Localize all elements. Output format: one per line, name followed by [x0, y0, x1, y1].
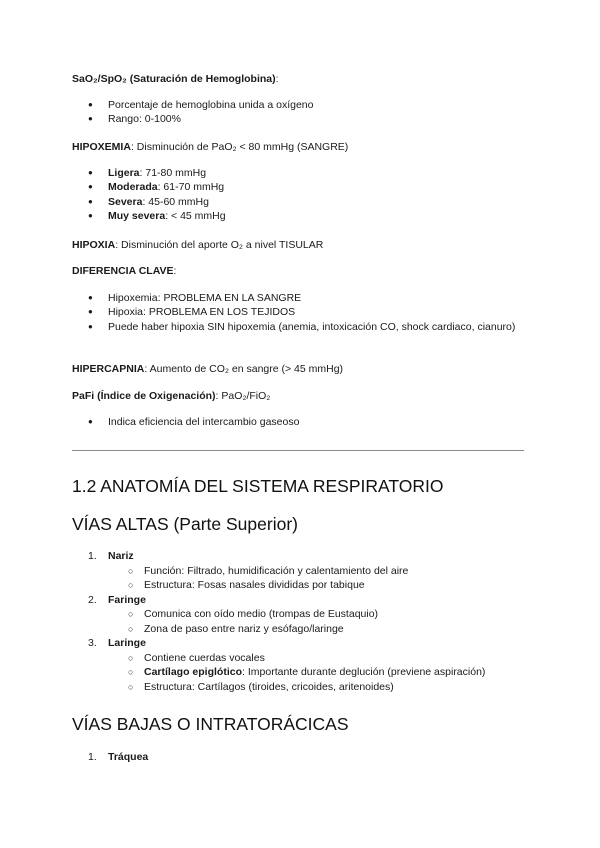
item-name: Tráquea: [108, 751, 149, 763]
pafi-definition: : PaO₂/FiO₂: [215, 390, 271, 402]
level-value: : < 45 mmHg: [165, 209, 226, 222]
list-item: ● Rango: 0-100%: [88, 112, 314, 126]
pafi-term: PaFi (Índice de Oxigenación): [72, 390, 216, 402]
section-title: 1.2 ANATOMÍA DEL SISTEMA RESPIRATORIO: [72, 476, 444, 496]
sub-item-text: Estructura: Fosas nasales divididas por tabique: [144, 579, 365, 591]
sub-item-text: Función: Filtrado, humidificación y calentamiento del aire: [144, 564, 409, 577]
sub-item: [88, 651, 485, 666]
diferencia-suffix: :: [173, 265, 177, 277]
section-divider: [72, 450, 524, 451]
hipercapnia-definition: : Aumento de CO₂ en sangre (> 45 mmHg): [144, 363, 344, 375]
sub-item-text: Estructura: Cartílagos (tiroides, cricoides, aritenoides): [144, 680, 394, 693]
item-name: Nariz: [108, 550, 134, 562]
saturation-list: [88, 98, 314, 127]
level-name: Ligera: [108, 167, 140, 179]
sub-item-text: Contiene cuerdas vocales: [144, 651, 265, 664]
list-item: [88, 195, 226, 209]
item-number: 1.: [88, 751, 97, 763]
saturation-heading: [72, 72, 279, 86]
list-item: [88, 593, 485, 608]
sub-item-text: Zona de paso entre nariz y esófago/laringe: [144, 622, 344, 635]
level-value: : 71-80 mmHg: [139, 167, 207, 179]
list-item: ● Puede haber hipoxia SIN hipoxemia (anemia, intoxicación CO, shock cardiaco, cianuro): [88, 320, 528, 334]
hipoxemia-paragraph: [72, 140, 348, 154]
hipoxemia-definition: : Disminución de PaO₂ < 80 mmHg (SANGRE): [130, 141, 349, 153]
list-item: [88, 549, 485, 564]
saturation-suffix: :: [275, 73, 279, 85]
hipercapnia-term: HIPERCAPNIA: [72, 363, 145, 375]
item-name: Faringe: [108, 593, 146, 606]
sub-item-text: [144, 666, 485, 678]
diferencia-list: [88, 291, 528, 334]
hipoxia-term: HIPOXIA: [72, 239, 116, 251]
sub-item-rest: : Importante durante deglución (previene aspiración): [242, 666, 486, 678]
item-number: 2.: [88, 593, 97, 606]
hipoxemia-levels-list: [88, 166, 226, 223]
hipoxemia-term: HIPOXEMIA: [72, 141, 131, 153]
vias-bajas-list: [88, 750, 148, 765]
sub-item-bold: Cartílago epiglótico: [144, 666, 243, 678]
hipoxia-definition: : Disminución del aporte O₂ a nivel TISULAR: [115, 239, 324, 251]
vias-bajas-title: VÍAS BAJAS O INTRATORÁCICAS: [72, 714, 349, 734]
list-item: ● Porcentaje de hemoglobina unida a oxígeno: [88, 98, 314, 112]
sub-item: [88, 680, 485, 695]
level-name: Muy severa: [108, 209, 166, 222]
vias-altas-list: [88, 549, 485, 694]
item-number: 1.: [88, 550, 97, 562]
sub-item-text: Comunica con oído medio (trompas de Eustaquio): [144, 608, 379, 620]
saturation-term: SaO₂/SpO₂ (Saturación de Hemoglobina): [72, 73, 276, 85]
hipercapnia-paragraph: [72, 362, 343, 376]
level-name: Severa: [108, 195, 143, 208]
list-item: ● Hipoxemia: PROBLEMA EN LA SANGRE: [88, 291, 528, 305]
list-item: ● Indica eficiencia del intercambio gaseoso: [88, 415, 299, 429]
sub-item: [88, 607, 485, 622]
sub-item: [88, 578, 485, 593]
sub-item: [88, 665, 485, 680]
item-number: 3.: [88, 637, 97, 649]
list-item: [88, 180, 226, 194]
level-name: Moderada: [108, 181, 158, 194]
vias-altas-title: VÍAS ALTAS (Parte Superior): [72, 514, 298, 534]
sub-item: [88, 622, 485, 637]
list-item: [88, 166, 226, 180]
diferencia-term: DIFERENCIA CLAVE: [72, 265, 174, 277]
diferencia-heading: [72, 264, 176, 278]
list-item: [88, 209, 226, 223]
level-value: : 61-70 mmHg: [157, 181, 225, 194]
pafi-paragraph: [72, 389, 270, 403]
item-name: Laringe: [108, 637, 146, 649]
hipoxia-paragraph: [72, 238, 323, 252]
sub-item: [88, 564, 485, 579]
list-item: [88, 636, 485, 651]
list-item: [88, 750, 148, 765]
list-item: ● Hipoxia: PROBLEMA EN LOS TEJIDOS: [88, 305, 528, 319]
pafi-list: [88, 415, 299, 429]
level-value: : 45-60 mmHg: [142, 195, 209, 208]
